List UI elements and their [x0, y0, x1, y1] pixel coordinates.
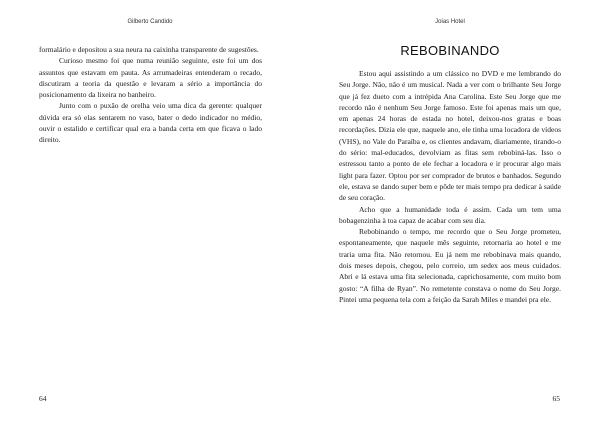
chapter-title: REBOBINANDO — [400, 43, 500, 58]
running-head-author: Gilberto Candido — [127, 19, 173, 25]
right-body-text — [339, 68, 561, 305]
paragraph: Curioso mesmo foi que numa reunião seguinte, este foi um dos assuntos que estavam em pauta. As arrumadeiras entenderam o recado, discutiram a teoria da questão e levaram a sério a importância do posicionamento da lixeira no banheiro. — [39, 56, 262, 100]
paragraph: Rebobinando o tempo, me recordo que o Seu Jorge prometeu, espontaneamente, que naquele mês seguinte, retornaria ao hotel e me traria uma fita. Não retornou. Eu já nem me rebobinava mais quando, dois meses depois, chegou, pelo correio, um sedex aos meus cuidados. Abri e lá estava uma fita selecionada, caprichosamente, com muito bom gosto: “A filha de Ryan”. No remetente constava o nome do Seu Jorge. Pintei uma pequena tela com a feição da Sarah Miles e mandei pra ele. — [339, 227, 561, 304]
paragraph: Junto com o puxão de orelha veio uma dica da gerente: qualquer dúvida era só elas sentarem no vaso, bater o dedo indicador no médio, ouvir o estalido e certificar qual era a banda certa em que ficava o lado direito. — [39, 101, 262, 145]
page-number-right: 65 — [552, 394, 560, 403]
paragraph: formalário e depositou a sua neura na caixinha transparente de sugestões. — [39, 45, 259, 54]
paragraph: Estou aqui assistindo a um clássico no DVD e me lembrando do Seu Jorge. Não, não é um musical. Nada a ver com o brilhante Seu Jorge que já fez dueto com a intrépida Ana Carolina. Este Seu Jorge que me recordo não é nenhum Seu Jorge famoso. Este foi apenas mais um que, em apenas 24 horas de estada no hotel, deixou-nos gratas e boas recordações. Dizia ele que, naquele ano, ele tinha uma locadora de vídeos (VHS), no Vale do Paraíba e, os clientes andavam, diariamente, tirando-o do sério: mal-educados, devolviam as fitas sem rebobiná-las. Isso o estressou tanto a ponto de ele fechar a locadora e ir procurar algo mais light para fazer. Optou por ser comprador de brutos e banhados. Segundo ele, estava se dando super bem e pôde ter mais tempo pra dedicar à saúde de seu coração. — [339, 69, 561, 203]
running-head-title: Joias Hotel — [435, 19, 465, 25]
right-page — [300, 0, 600, 425]
page-number-left: 64 — [39, 394, 47, 403]
left-body-text — [39, 44, 262, 146]
paragraph: Acho que a humanidade toda é assim. Cada um tem uma bobagenzinha à toa capaz de acabar com seu dia. — [339, 204, 561, 225]
